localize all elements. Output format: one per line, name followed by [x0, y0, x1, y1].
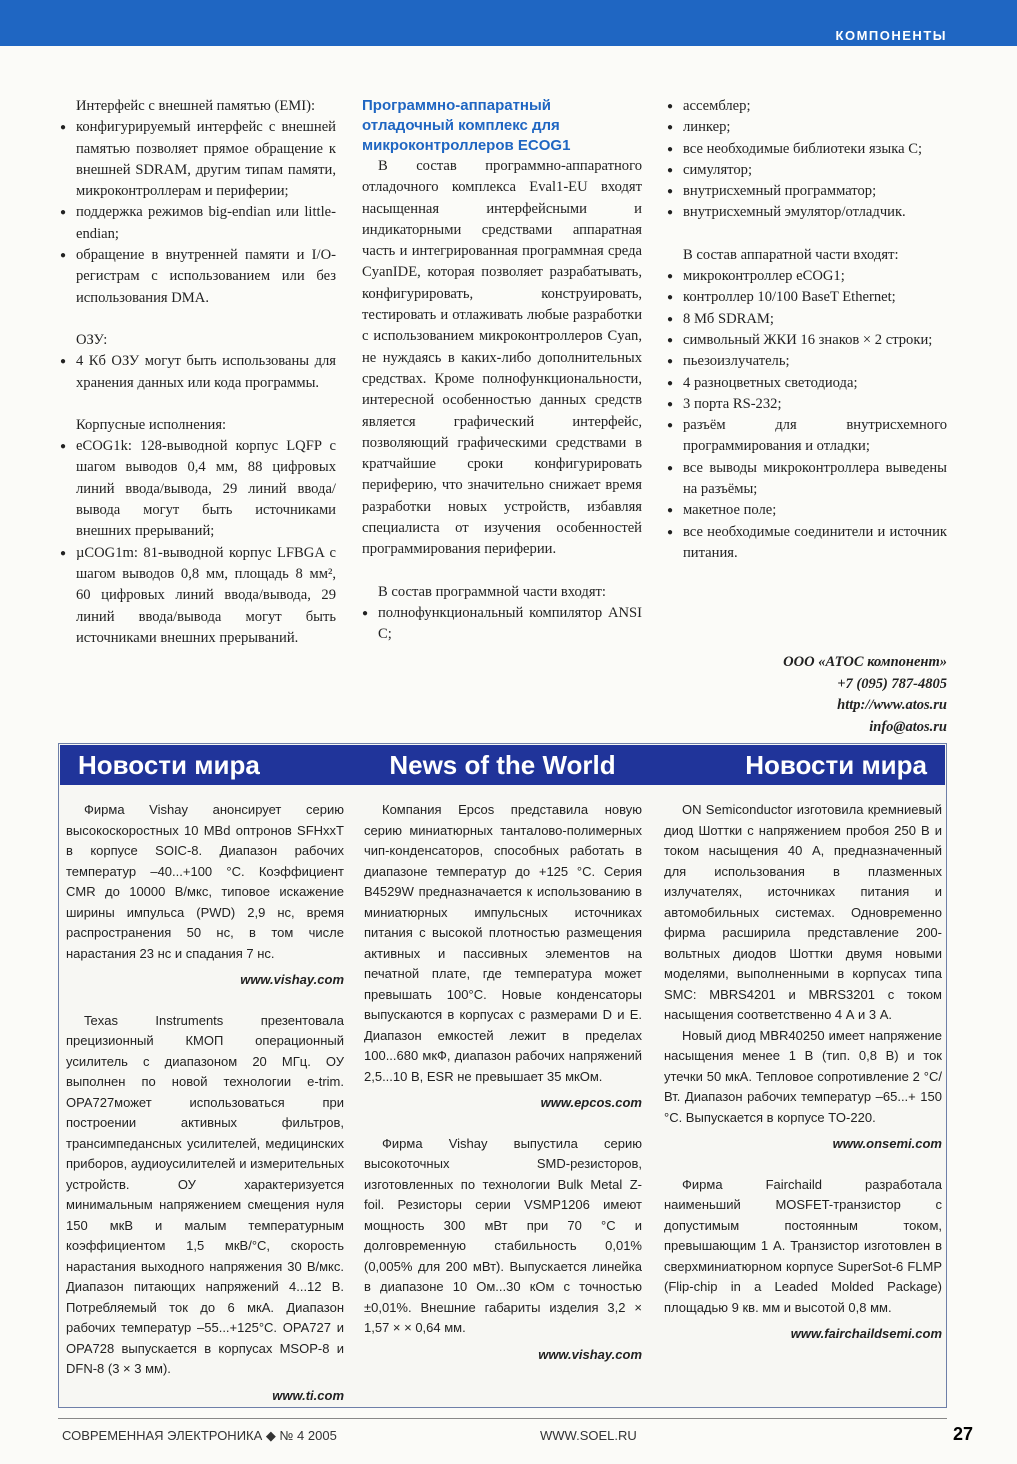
- news-header-ru-right: Новости мира: [745, 750, 927, 780]
- company-contact: [783, 652, 947, 738]
- list-item: ● µCOG1m: 81-выводной корпус LFBGA с шагом выводов 0,8 мм, площадь 8 мм², 60 цифровых линий ввода/вывода, 29 линий ввода/вывода могут быть источниками внешних прерываний.: [60, 543, 336, 649]
- news-item-url: www.epcos.com: [540, 1095, 642, 1110]
- company-phone: +7 (095) 787-4805: [837, 675, 947, 692]
- news-header-en: News of the World: [389, 750, 616, 780]
- list-item: ● ассемблер;: [667, 96, 947, 117]
- list-item: ● пьезоизлучатель;: [667, 351, 947, 372]
- list-item: ● 4 Кб ОЗУ могут быть использованы для хранения данных или кода программы.: [60, 351, 336, 394]
- news-item-text: Компания Epcos представила новую серию миниатюрных танталово-полимерных чип-конденсаторов, способных работать в диапазоне температур до +125 °C. Серия B4529W предназначается к использованию в миниатюрных импульсных источниках питания с высокой плотностью размещения активных и пассивных элементов на печатной плате, где температура может превышать 100°C. Новые конденсаторы выпускаются в корпусах с размерами D и E. Диапазон емкостей лежит в пределах 100...680 мкФ, диапазон рабочих напряжений 2,5...10 В, ESR не превышает 35 мкОм.: [364, 802, 642, 1084]
- news-item-url: www.onsemi.com: [832, 1136, 942, 1151]
- hardware-list: [667, 266, 947, 564]
- company-url: http://www.atos.ru: [837, 697, 947, 713]
- company-email: info@atos.ru: [869, 718, 947, 735]
- list-item: ● разъём для внутрисхемного программирования и отладки;: [667, 415, 947, 458]
- article-column-1: [60, 96, 336, 649]
- news-column-2: [364, 800, 642, 1365]
- news-item-url: www.fairchaildsemi.com: [790, 1326, 942, 1341]
- list-item: ● все выводы микроконтроллера выведены на разъёмы;: [667, 458, 947, 501]
- news-item-text: Фирма Vishay выпустила серию высокоточных SMD-резисторов, изготовленных по технологии Bulk Metal Z-foil. Резисторы серии VSMP1206 имеют мощность 300 мВт при 70 °C и долговременную стабильность 0,01% (0,005% для 200 мВт). Выпускается линейка в диапазоне 10 Ом...30 кОм с точностью ±0,01%. Внешние габариты изделия 3,2 × 1,57 × × 0,64 мм.: [364, 1135, 642, 1335]
- list-item: ● линкер;: [667, 117, 947, 138]
- list-item: ● обращение в внутренней памяти и I/O-регистрам с использованием или без использования DMA.: [60, 245, 336, 309]
- list-item: ● макетное поле;: [667, 500, 947, 521]
- list-item: ● полнофункциональный компилятор ANSI C;: [362, 603, 642, 646]
- ram-list: [60, 351, 336, 394]
- package-list: [60, 436, 336, 649]
- list-item: ● внутрисхемный эмулятор/отладчик.: [667, 202, 947, 223]
- ram-title: ОЗУ:: [76, 331, 108, 348]
- list-item: ● микроконтроллер eCOG1;: [667, 266, 947, 287]
- list-item: ● 3 порта RS-232;: [667, 394, 947, 415]
- news-item-text: ON Semiconductor изготовила кремниевый диод Шоттки с напряжением пробоя 250 В и током насыщения 40 А, предназначенный для использования в плазменных излучателях, источниках питания и автомобильных системах. Одновременно фирма расширила представление 200-вольтных диодов Шоттки двумя новыми моделями, выполненными в корпусах типа SMC: MBRS4201 и MBRS3201 с током насыщения соответственно 4 А и 3 А.: [664, 802, 942, 1022]
- news-column-3: [664, 800, 942, 1345]
- software-list: [362, 603, 642, 646]
- list-item: ● конфигурируемый интерфейс с внешней памятью позволяет прямое обращение к внешней SDRAM, другим типам памяти, микроконтроллерам и периферии;: [60, 117, 336, 202]
- list-item: ● контроллер 10/100 BaseT Ethernet;: [667, 287, 947, 308]
- article-heading: Программно-аппаратный отладочный комплекс для микроконтроллеров ECOG1: [362, 97, 571, 154]
- software-title: В состав программной части входят:: [378, 583, 606, 600]
- news-item-text: Texas Instruments презентовала прецизионный КМОП операционный усилитель с диапазоном 20 МГц. ОУ выполнен по новой технологии e-trim. OPA727может использоваться при построении активных фильтров, трансимпедансных усилителей, медицинских приборов, аудиоусилителей и измерительных устройств. ОУ характеризуется минимальным напряжением смещения нуля 150 мкВ и малым температурным коэффициентом 1,5 мкВ/°C, скорость нарастания выходного напряжения 30 В/мкс. Диапазон питающих напряжений 4...12 В. Потребляемый ток до 6 мкА. Диапазон рабочих температур –55...+125°C. OPA727 и OPA728 выпускается в корпусах MSOP-8 и DFN-8 (3 × 3 мм).: [66, 1012, 344, 1376]
- list-item: ● 4 разноцветных светодиода;: [667, 373, 947, 394]
- list-item: ● поддержка режимов big-endian или little-endian;: [60, 202, 336, 245]
- news-column-1: [66, 800, 344, 1406]
- news-item-text: Фирма Fairchaild разработала наименьший MOSFET-транзистор с допустимым постоянным током, превышающим 1 А. Транзистор изготовлен в сверхминиатюрном корпусе SuperSot-6 FLMP (Flip-chip in a Leaded Molded Package) площадью 9 кв. мм и высотой 0,8 мм.: [664, 1176, 942, 1315]
- news-item-url: www.vishay.com: [240, 972, 344, 987]
- company-name: ООО «АТОС компонент»: [783, 654, 947, 670]
- software-list-continued: [667, 96, 947, 224]
- page-number: 27: [952, 1424, 973, 1444]
- list-item: ● eCOG1k: 128-выводной корпус LQFP с шагом выводов 0,4 мм, 88 цифровых линий ввода/вывода, 29 линий ввода/вывода могут быть источниками внешних прерываний;: [60, 436, 336, 542]
- list-item: ● 8 Мб SDRAM;: [667, 309, 947, 330]
- list-item: ● все необходимые соединители и источник питания.: [667, 522, 947, 565]
- article-column-3: [667, 96, 947, 564]
- news-item-url: www.vishay.com: [538, 1346, 642, 1362]
- package-title: Корпусные исполнения:: [76, 416, 227, 433]
- emi-list: [60, 117, 336, 309]
- news-item-url: www.ti.com: [272, 1387, 344, 1403]
- footer-journal: СОВРЕМЕННАЯ ЭЛЕКТРОНИКА ◆ № 4 2005: [62, 1428, 337, 1443]
- list-item: ● все необходимые библиотеки языка C;: [667, 139, 947, 160]
- list-item: ● символьный ЖКИ 16 знаков × 2 строки;: [667, 330, 947, 351]
- section-bar: [0, 0, 1017, 46]
- news-header: [60, 745, 945, 785]
- article-column-2: [362, 96, 642, 646]
- footer-divider: [58, 1418, 947, 1419]
- section-label: КОМПОНЕНТЫ: [835, 28, 947, 43]
- article-body: В состав программно-аппаратного отладочного комплекса Eval1-EU входят насыщенная интерфейсными и индикаторными средствами аппаратная часть и интегрированная программная среда CyanIDE, которая позволяет разрабатывать, конфигурировать, конструировать, тестировать и отлаживать любые разработки с использованием микроконтроллеров Cyan, не нуждаясь в каких-либо дополнительных средствах. Кроме полнофункциональности, интересной особенностью данных средств является графический интерфейс, позволяющий графическими средствами в кратчайшие сроки конфигурировать периферию, что значительно снижает время разработки новых устройств, избавляя специалиста от изучения особенностей программирования периферии.: [362, 158, 642, 558]
- emi-title: Интерфейс с внешней памятью (EMI):: [76, 98, 316, 114]
- footer-site: WWW.SOEL.RU: [540, 1428, 637, 1443]
- list-item: ● симулятор;: [667, 160, 947, 181]
- news-item-text: Фирма Vishay анонсирует серию высокоскоростных 10 MBd оптронов SFHxxT в корпусе SOIC-8. Диапазон рабочих температур –40...+100 °C. Коэффициент CMR до 10000 В/мкс, типовое искажение ширины импульса (PWD) 2,9 нс, время распространения 50 нс, в том числе нарастания 23 нс и спадания 7 нс.: [66, 802, 344, 961]
- hardware-title: В состав аппаратной части входят:: [683, 246, 899, 263]
- list-item: ● внутрисхемный программатор;: [667, 181, 947, 202]
- news-header-ru-left: Новости мира: [78, 750, 260, 780]
- news-item-text: Новый диод MBR40250 имеет напряжение насыщения менее 1 В (тип. 0,8 В) и ток утечки 50 мкА. Тепловое сопротивление 2 °C/Вт. Диапазон рабочих температур –65...+ 150 °C. Выпускается в корпусе TO-220.: [664, 1027, 942, 1125]
